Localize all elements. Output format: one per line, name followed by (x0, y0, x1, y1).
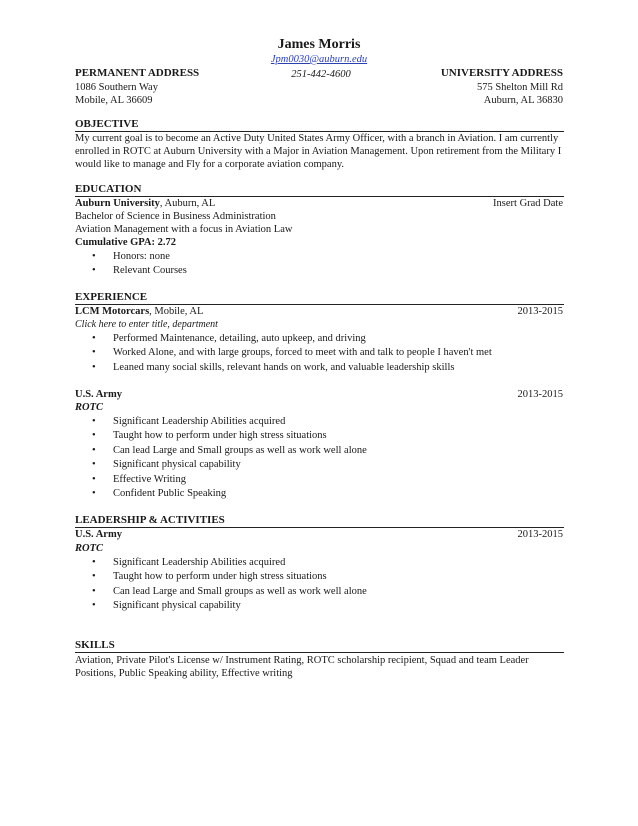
experience-heading: EXPERIENCE (75, 291, 564, 305)
job1-title-placeholder[interactable]: Click here to enter title, department (75, 319, 218, 330)
degree: Bachelor of Science in Business Administration (75, 211, 276, 222)
list-item: • Significant Leadership Abilities acquired (92, 556, 367, 570)
gpa: Cumulative GPA: 2.72 (75, 237, 177, 248)
grad-date: Insert Grad Date (493, 198, 563, 209)
list-item: • Honors: none (92, 250, 187, 264)
job2-date: 2013-2015 (517, 389, 563, 400)
education-heading: EDUCATION (75, 183, 564, 197)
job1-employer-line (75, 305, 203, 318)
list-item: • Can lead Large and Small groups as well as work well alone (92, 585, 367, 599)
school-name: Auburn University (75, 198, 160, 209)
contact-line (0, 54, 638, 65)
list-item: • Effective Writing (92, 473, 367, 487)
university-address-line2: Auburn, AL 36830 (483, 95, 563, 106)
job2-bullets (92, 415, 367, 501)
job1-employer: LCM Motorcars (75, 306, 150, 317)
job2-subtitle: ROTC (75, 402, 104, 413)
degree-focus: Aviation Management with a focus in Aviation Law (75, 224, 293, 235)
job1-bullets (92, 332, 492, 375)
leadership-date: 2013-2015 (517, 529, 563, 540)
list-item: • Relevant Courses (92, 264, 187, 278)
permanent-address-line2: Mobile, AL 36609 (75, 95, 153, 106)
education-bullets (92, 250, 187, 279)
objective-heading: OBJECTIVE (75, 118, 564, 132)
list-item: • Significant physical capability (92, 458, 367, 472)
permanent-address-label: PERMANENT ADDRESS (75, 67, 200, 79)
list-item: • Taught how to perform under high stress situations (92, 429, 367, 443)
email-link[interactable]: Jpm0030@auburn.edu (270, 54, 368, 65)
skills-text: Aviation, Private Pilot's License w/ Instrument Rating, ROTC scholarship recipient, Squad and team Leader Positions, Public Speaking ability, Effective writing (75, 655, 529, 679)
candidate-name: James Morris (277, 37, 361, 52)
job1-date: 2013-2015 (517, 306, 563, 317)
skills-heading: SKILLS (75, 639, 564, 653)
job2-employer: U.S. Army (75, 389, 122, 400)
leadership-heading: LEADERSHIP & ACTIVITIES (75, 514, 564, 528)
leadership-bullets (92, 556, 367, 614)
phone-number: 251-442-4600 (291, 69, 351, 80)
list-item: • Significant physical capability (92, 599, 367, 613)
list-item: • Performed Maintenance, detailing, auto upkeep, and driving (92, 332, 492, 346)
leadership-org: U.S. Army (75, 529, 122, 540)
university-address-line1: 575 Shelton Mill Rd (476, 82, 563, 93)
objective-text: My current goal is to become an Active Duty United States Army Officer, with a branch in Aviation. I am currently enrolled in ROTC at Auburn University with a Major in Aviation Management. Upon retirement from the Military I would like to manage and Fly for a corporate aviation company. (75, 133, 562, 170)
list-item: • Significant Leadership Abilities acquired (92, 415, 367, 429)
list-item: • Worked Alone, and with large groups, forced to meet with and talk to people I haven't met (92, 346, 492, 360)
list-item: • Taught how to perform under high stress situations (92, 570, 367, 584)
list-item: • Can lead Large and Small groups as well as work well alone (92, 444, 367, 458)
leadership-subtitle: ROTC (75, 543, 104, 554)
education-school-line (75, 197, 215, 210)
list-item: • Leaned many social skills, relevant hands on work, and valuable leadership skills (92, 361, 492, 375)
university-address-label: UNIVERSITY ADDRESS (440, 67, 563, 79)
school-location: , Auburn, AL (159, 198, 216, 209)
job1-location: , Mobile, AL (149, 306, 204, 317)
list-item: • Confident Public Speaking (92, 487, 367, 501)
permanent-address-line1: 1086 Southern Way (75, 82, 158, 93)
